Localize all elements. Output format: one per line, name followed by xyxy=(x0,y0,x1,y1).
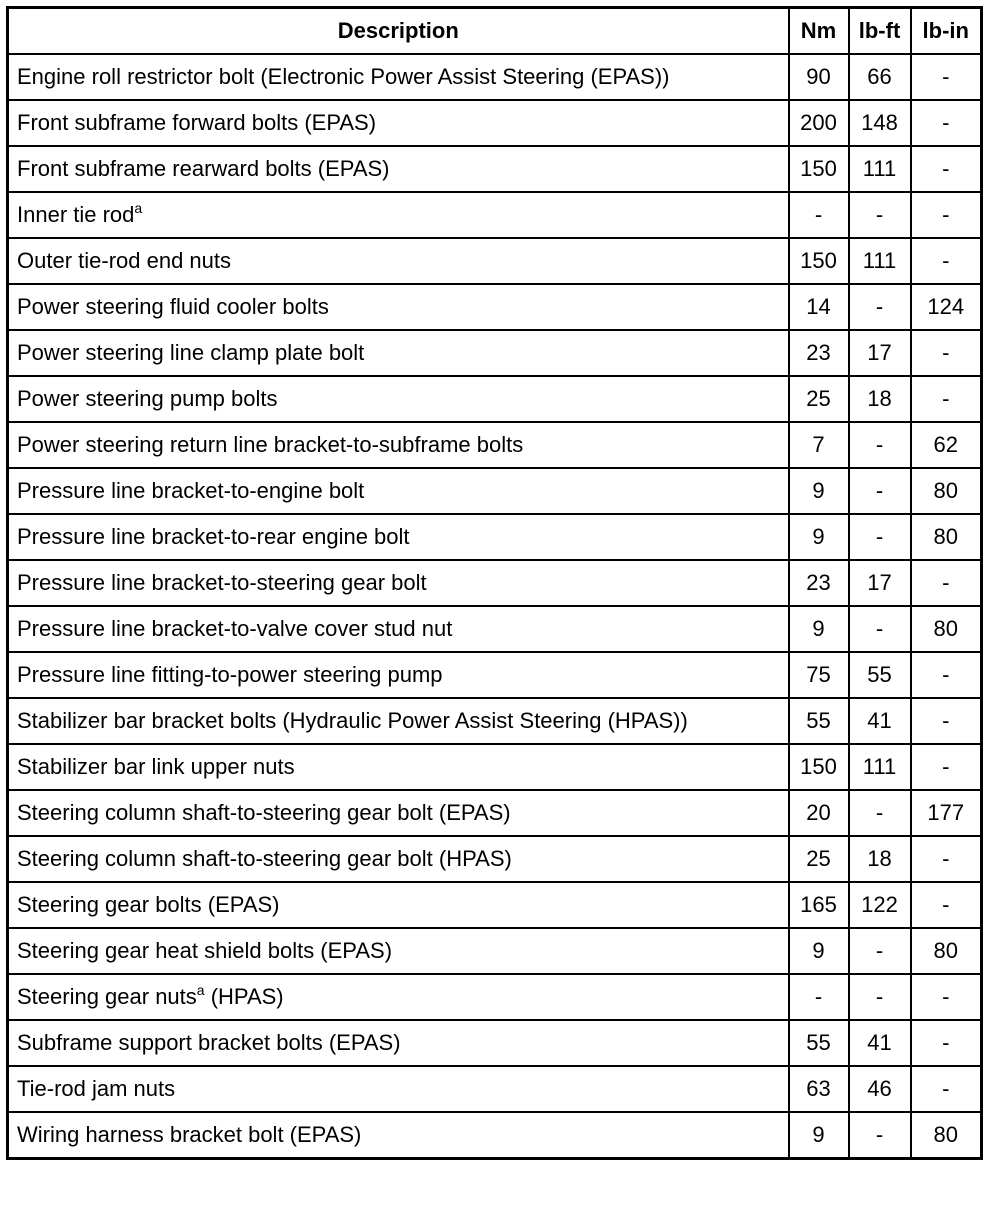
table-row xyxy=(8,1112,982,1159)
value-nm: 9 xyxy=(789,606,849,652)
footnote-marker: a xyxy=(134,200,143,216)
row-description xyxy=(8,422,789,468)
row-description xyxy=(8,882,789,928)
table-row xyxy=(8,514,982,560)
table-row xyxy=(8,560,982,606)
row-description xyxy=(8,1020,789,1066)
description-text: Outer tie-rod end nuts xyxy=(17,248,232,273)
value-lbin: - xyxy=(911,1066,982,1112)
row-description xyxy=(8,192,789,238)
row-description xyxy=(8,560,789,606)
value-lbin: - xyxy=(911,376,982,422)
value-nm: 55 xyxy=(789,1020,849,1066)
description-text: Wiring harness bracket bolt (EPAS) xyxy=(17,1122,362,1147)
description-text: Steering gear heat shield bolts (EPAS) xyxy=(17,938,393,963)
description-text: Steering column shaft-to-steering gear bolt (EPAS) xyxy=(17,800,511,825)
value-nm: 23 xyxy=(789,560,849,606)
value-lbin: - xyxy=(911,192,982,238)
row-description xyxy=(8,376,789,422)
value-lbin: - xyxy=(911,330,982,376)
value-lbft: - xyxy=(849,790,911,836)
row-description xyxy=(8,1112,789,1159)
value-nm: 150 xyxy=(789,238,849,284)
value-nm: 25 xyxy=(789,376,849,422)
value-lbin: 80 xyxy=(911,514,982,560)
value-lbft: 41 xyxy=(849,698,911,744)
value-nm: 55 xyxy=(789,698,849,744)
row-description xyxy=(8,652,789,698)
value-lbin: - xyxy=(911,146,982,192)
description-text: Front subframe rearward bolts (EPAS) xyxy=(17,156,390,181)
header-lbin: lb-in xyxy=(911,8,982,55)
row-description xyxy=(8,330,789,376)
table-row xyxy=(8,606,982,652)
value-nm: 9 xyxy=(789,1112,849,1159)
row-description xyxy=(8,284,789,330)
table-row xyxy=(8,698,982,744)
value-nm: 150 xyxy=(789,744,849,790)
row-description xyxy=(8,146,789,192)
value-lbin: 80 xyxy=(911,606,982,652)
value-nm: 7 xyxy=(789,422,849,468)
value-lbft: 46 xyxy=(849,1066,911,1112)
description-text: Steering gear nuts xyxy=(17,984,197,1009)
value-lbft: - xyxy=(849,606,911,652)
value-lbft: 148 xyxy=(849,100,911,146)
value-lbin: - xyxy=(911,836,982,882)
value-lbft: 17 xyxy=(849,560,911,606)
description-text: Front subframe forward bolts (EPAS) xyxy=(17,110,377,135)
value-lbft: - xyxy=(849,928,911,974)
table-row xyxy=(8,376,982,422)
table-row xyxy=(8,652,982,698)
value-nm: 165 xyxy=(789,882,849,928)
value-nm: 200 xyxy=(789,100,849,146)
value-lbft: 17 xyxy=(849,330,911,376)
row-description xyxy=(8,698,789,744)
header-description: Description xyxy=(8,8,789,55)
table-row xyxy=(8,790,982,836)
value-lbft: 111 xyxy=(849,238,911,284)
row-description xyxy=(8,468,789,514)
value-lbft: - xyxy=(849,284,911,330)
description-text: Power steering pump bolts xyxy=(17,386,278,411)
description-text: Subframe support bracket bolts (EPAS) xyxy=(17,1030,401,1055)
value-lbin: - xyxy=(911,652,982,698)
description-text: Inner tie rod xyxy=(17,202,135,227)
value-lbin: - xyxy=(911,560,982,606)
description-text: Power steering line clamp plate bolt xyxy=(17,340,365,365)
description-text: Stabilizer bar link upper nuts xyxy=(17,754,295,779)
description-text: Pressure line fitting-to-power steering pump xyxy=(17,662,443,687)
value-lbin: 80 xyxy=(911,1112,982,1159)
description-text: Tie-rod jam nuts xyxy=(17,1076,176,1101)
description-text: Pressure line bracket-to-valve cover stud nut xyxy=(17,616,453,641)
table-row xyxy=(8,1066,982,1112)
table-row xyxy=(8,928,982,974)
value-nm: 90 xyxy=(789,54,849,100)
value-lbin: - xyxy=(911,100,982,146)
row-description xyxy=(8,836,789,882)
description-text: Steering column shaft-to-steering gear bolt (HPAS) xyxy=(17,846,512,871)
value-lbft: 55 xyxy=(849,652,911,698)
row-description xyxy=(8,606,789,652)
description-text: Pressure line bracket-to-steering gear bolt xyxy=(17,570,427,595)
value-lbin: 177 xyxy=(911,790,982,836)
torque-spec-table xyxy=(6,6,983,1160)
value-lbin: 124 xyxy=(911,284,982,330)
description-text: Pressure line bracket-to-engine bolt xyxy=(17,478,365,503)
value-lbft: 111 xyxy=(849,146,911,192)
table-row xyxy=(8,192,982,238)
value-lbin: - xyxy=(911,698,982,744)
value-lbin: - xyxy=(911,974,982,1020)
row-description xyxy=(8,100,789,146)
table-row xyxy=(8,422,982,468)
description-text: Pressure line bracket-to-rear engine bolt xyxy=(17,524,410,549)
value-lbft: - xyxy=(849,974,911,1020)
table-body xyxy=(8,54,982,1159)
value-lbin: - xyxy=(911,1020,982,1066)
value-lbft: 41 xyxy=(849,1020,911,1066)
value-lbin: 80 xyxy=(911,468,982,514)
value-lbft: - xyxy=(849,514,911,560)
footnote-marker: a xyxy=(196,982,205,998)
value-lbft: - xyxy=(849,1112,911,1159)
value-nm: 9 xyxy=(789,468,849,514)
description-text: Steering gear bolts (EPAS) xyxy=(17,892,280,917)
value-lbin: - xyxy=(911,882,982,928)
table-row xyxy=(8,1020,982,1066)
table-row xyxy=(8,744,982,790)
value-lbin: - xyxy=(911,238,982,284)
value-lbft: 111 xyxy=(849,744,911,790)
table-row xyxy=(8,882,982,928)
table-row xyxy=(8,54,982,100)
value-lbft: - xyxy=(849,422,911,468)
value-lbin: - xyxy=(911,54,982,100)
description-text: Power steering return line bracket-to-subframe bolts xyxy=(17,432,524,457)
table-row xyxy=(8,238,982,284)
value-lbin: 62 xyxy=(911,422,982,468)
table-row xyxy=(8,836,982,882)
table-row xyxy=(8,468,982,514)
value-lbft: 18 xyxy=(849,376,911,422)
value-nm: 14 xyxy=(789,284,849,330)
description-text: Power steering fluid cooler bolts xyxy=(17,294,329,319)
row-description xyxy=(8,974,789,1020)
value-lbin: 80 xyxy=(911,928,982,974)
value-nm: - xyxy=(789,192,849,238)
value-lbft: 18 xyxy=(849,836,911,882)
value-nm: 9 xyxy=(789,514,849,560)
value-lbft: 122 xyxy=(849,882,911,928)
description-text: Stabilizer bar bracket bolts (Hydraulic Power Assist Steering (HPAS)) xyxy=(17,708,688,733)
value-nm: 9 xyxy=(789,928,849,974)
header-row xyxy=(8,8,982,55)
table-row xyxy=(8,146,982,192)
value-nm: 20 xyxy=(789,790,849,836)
header-lbft: lb-ft xyxy=(849,8,911,55)
row-description xyxy=(8,514,789,560)
row-description xyxy=(8,238,789,284)
value-lbft: - xyxy=(849,468,911,514)
value-nm: - xyxy=(789,974,849,1020)
value-nm: 63 xyxy=(789,1066,849,1112)
header-nm: Nm xyxy=(789,8,849,55)
row-description xyxy=(8,54,789,100)
row-description xyxy=(8,744,789,790)
description-text: Engine roll restrictor bolt (Electronic Power Assist Steering (EPAS)) xyxy=(17,64,670,89)
value-nm: 75 xyxy=(789,652,849,698)
row-description xyxy=(8,790,789,836)
value-lbin: - xyxy=(911,744,982,790)
description-suffix: (HPAS) xyxy=(204,984,284,1009)
value-nm: 150 xyxy=(789,146,849,192)
row-description xyxy=(8,928,789,974)
value-nm: 25 xyxy=(789,836,849,882)
table-row xyxy=(8,330,982,376)
value-lbft: 66 xyxy=(849,54,911,100)
row-description xyxy=(8,1066,789,1112)
table-row xyxy=(8,974,982,1020)
value-lbft: - xyxy=(849,192,911,238)
table-row xyxy=(8,284,982,330)
table-row xyxy=(8,100,982,146)
value-nm: 23 xyxy=(789,330,849,376)
